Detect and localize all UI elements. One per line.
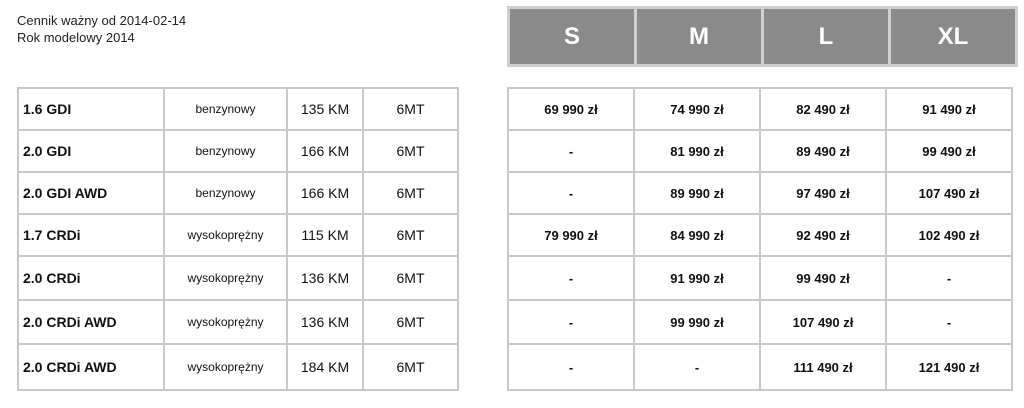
price-cell: 91 990 zł: [634, 256, 760, 300]
engine-name: 1.7 CRDi: [18, 214, 164, 256]
fuel-type: benzynowy: [164, 88, 287, 130]
gearbox: 6MT: [363, 256, 458, 300]
model-year-text: Rok modelowy 2014: [17, 30, 135, 45]
price-cell: -: [508, 344, 634, 390]
table-row: [18, 214, 458, 256]
trim-header-s: S: [509, 8, 636, 66]
price-cell: 107 490 zł: [760, 300, 886, 344]
fuel-type: benzynowy: [164, 172, 287, 214]
engine-power: 184 KM: [287, 344, 363, 390]
price-cell: 91 490 zł: [886, 88, 1012, 130]
valid-from-text: Cennik ważny od 2014-02-14: [17, 13, 187, 28]
engine-name: 2.0 CRDi: [18, 256, 164, 300]
fuel-type: benzynowy: [164, 130, 287, 172]
table-row: [508, 256, 1012, 300]
engine-power: 166 KM: [287, 130, 363, 172]
engine-spec-table: [17, 87, 459, 391]
price-cell: 89 490 zł: [760, 130, 886, 172]
price-table: [507, 87, 1013, 391]
gearbox: 6MT: [363, 214, 458, 256]
table-row: [18, 256, 458, 300]
price-cell: 97 490 zł: [760, 172, 886, 214]
price-cell: 92 490 zł: [760, 214, 886, 256]
engine-name: 1.6 GDI: [18, 88, 164, 130]
engine-power: 135 KM: [287, 88, 363, 130]
price-cell: -: [508, 300, 634, 344]
table-row: [18, 130, 458, 172]
table-row: [508, 130, 1012, 172]
price-cell: -: [508, 172, 634, 214]
price-cell: 99 490 zł: [886, 130, 1012, 172]
fuel-type: wysokoprężny: [164, 344, 287, 390]
price-cell: -: [634, 344, 760, 390]
price-list-meta: [17, 12, 186, 46]
gearbox: 6MT: [363, 130, 458, 172]
engine-name: 2.0 GDI: [18, 130, 164, 172]
price-cell: 107 490 zł: [886, 172, 1012, 214]
price-cell: -: [508, 130, 634, 172]
fuel-type: wysokoprężny: [164, 300, 287, 344]
gearbox: 6MT: [363, 88, 458, 130]
engine-power: 115 KM: [287, 214, 363, 256]
table-row: [508, 88, 1012, 130]
gearbox: 6MT: [363, 300, 458, 344]
table-row: [18, 344, 458, 390]
gearbox: 6MT: [363, 344, 458, 390]
table-row: [18, 88, 458, 130]
engine-power: 166 KM: [287, 172, 363, 214]
price-cell: 102 490 zł: [886, 214, 1012, 256]
table-row: [18, 300, 458, 344]
price-cell: 111 490 zł: [760, 344, 886, 390]
price-cell: 82 490 zł: [760, 88, 886, 130]
engine-power: 136 KM: [287, 300, 363, 344]
price-cell: 99 490 zł: [760, 256, 886, 300]
gearbox: 6MT: [363, 172, 458, 214]
price-cell: 69 990 zł: [508, 88, 634, 130]
fuel-type: wysokoprężny: [164, 214, 287, 256]
trim-header: [507, 6, 1018, 67]
table-row: [508, 214, 1012, 256]
trim-header-xl: XL: [890, 8, 1017, 66]
price-cell: -: [508, 256, 634, 300]
price-cell: 74 990 zł: [634, 88, 760, 130]
table-row: [508, 300, 1012, 344]
engine-name: 2.0 CRDi AWD: [18, 300, 164, 344]
engine-name: 2.0 CRDi AWD: [18, 344, 164, 390]
price-cell: 79 990 zł: [508, 214, 634, 256]
price-cell: 121 490 zł: [886, 344, 1012, 390]
table-row: [508, 172, 1012, 214]
trim-header-l: L: [763, 8, 890, 66]
price-cell: -: [886, 256, 1012, 300]
trim-header-m: M: [636, 8, 763, 66]
table-row: [18, 172, 458, 214]
price-cell: -: [886, 300, 1012, 344]
price-cell: 99 990 zł: [634, 300, 760, 344]
engine-power: 136 KM: [287, 256, 363, 300]
price-cell: 81 990 zł: [634, 130, 760, 172]
price-cell: 84 990 zł: [634, 214, 760, 256]
price-cell: 89 990 zł: [634, 172, 760, 214]
engine-name: 2.0 GDI AWD: [18, 172, 164, 214]
fuel-type: wysokoprężny: [164, 256, 287, 300]
table-row: [508, 344, 1012, 390]
